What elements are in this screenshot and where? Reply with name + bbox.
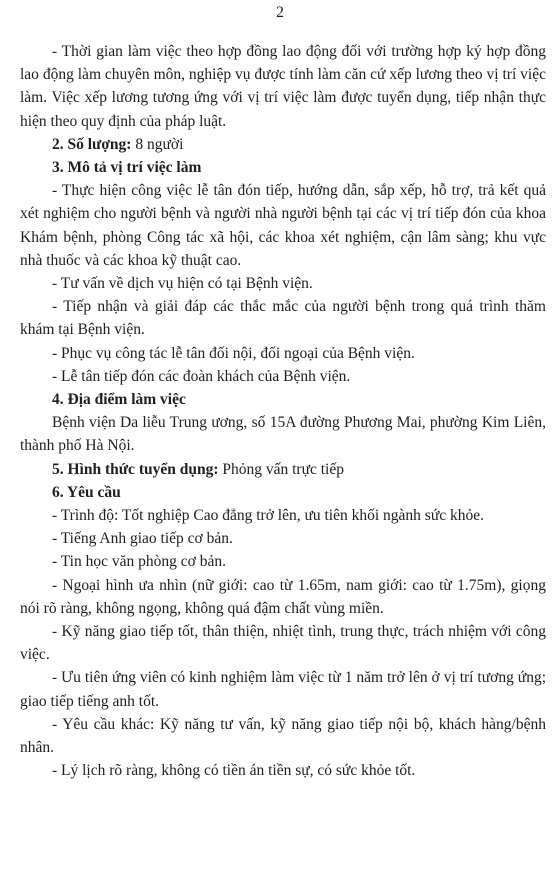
heading-work-location (20, 388, 546, 411)
paragraph-communication-skills: - Kỹ năng giao tiếp tốt, thân thiện, nhiệt tình, trung thực, trách nhiệm với công việc. (20, 623, 546, 664)
heading-label: 3. Mô tả vị trí việc làm (52, 159, 202, 177)
heading-recruitment-form (20, 458, 546, 481)
paragraph-background-health: - Lý lịch rõ ràng, không có tiền án tiền sự, có sức khỏe tốt. (52, 762, 416, 780)
heading-job-description (20, 156, 546, 179)
paragraph-experience-priority: - Ưu tiên ứng viên có kinh nghiệm làm việc từ 1 năm trở lên ở vị trí tương ứng; giao tiếp tiếng anh tốt. (20, 669, 546, 710)
heading-label: 5. Hình thức tuyển dụng: (52, 460, 219, 478)
heading-label: 2. Số lượng: (52, 135, 132, 153)
paragraph-consulting: - Tư vấn về dịch vụ hiện có tại Bệnh viện. (52, 275, 313, 293)
paragraph-answering-questions: - Tiếp nhận và giải đáp các thắc mắc của người bệnh trong quá trình thăm khám tại Bệnh viện. (20, 298, 546, 339)
heading-label: 4. Địa điểm làm việc (52, 391, 186, 409)
heading-requirements (20, 481, 546, 504)
paragraph-english: - Tiếng Anh giao tiếp cơ bản. (52, 530, 233, 548)
heading-value: 8 người (131, 135, 184, 153)
document-body (20, 40, 546, 783)
paragraph-protocol: - Phục vụ công tác lễ tân đối nội, đối ngoại của Bệnh viện. (52, 344, 415, 362)
paragraph-reception-duties: - Thực hiện công việc lễ tân đón tiếp, hướng dẫn, sắp xếp, hỗ trợ, trả kết quả xét nghiệm cho người bệnh và người nhà người bệnh tại các vị trí tiếp đón của khoa Khám bệnh, phòng Công tác xã hội, các khoa xét nghiệm, cận lâm sàng; khu vực nhà thuốc và các khoa kỹ thuật cao. (20, 182, 546, 269)
paragraph-address: Bệnh viện Da liễu Trung ương, số 15A đường Phương Mai, phường Kim Liên, thành phố Hà Nội. (20, 414, 546, 455)
heading-label: 6. Yêu cầu (52, 483, 121, 501)
paragraph-computer-skills: - Tin học văn phòng cơ bản. (52, 553, 226, 571)
paragraph-welcoming-delegations: - Lễ tân tiếp đón các đoàn khách của Bệnh viện. (52, 367, 351, 385)
paragraph-education: - Trình độ: Tốt nghiệp Cao đẳng trở lên, ưu tiên khối ngành sức khỏe. (52, 507, 484, 525)
heading-quantity (20, 133, 546, 156)
paragraph-other-requirements: - Yêu cầu khác: Kỹ năng tư vấn, kỹ năng giao tiếp nội bộ, khách hàng/bệnh nhân. (20, 715, 546, 757)
paragraph-working-time: - Thời gian làm việc theo hợp đồng lao động đối với trường hợp ký hợp đồng lao động làm chuyên môn, nghiệp vụ được tính làm căn cứ xếp lương theo vị trí việc làm. Việc xếp lương tương ứng với vị trí việc làm được tuyển dụng, tiếp nhận thực hiện theo quy định của pháp luật. (20, 43, 546, 130)
heading-value: Phỏng vấn trực tiếp (218, 460, 344, 478)
page-number: 2 (276, 4, 284, 21)
paragraph-appearance: - Ngoại hình ưa nhìn (nữ giới: cao từ 1.65m, nam giới: cao từ 1.75m), giọng nói rõ ràng, không ngọng, không quá đậm chất vùng miền. (20, 576, 546, 617)
